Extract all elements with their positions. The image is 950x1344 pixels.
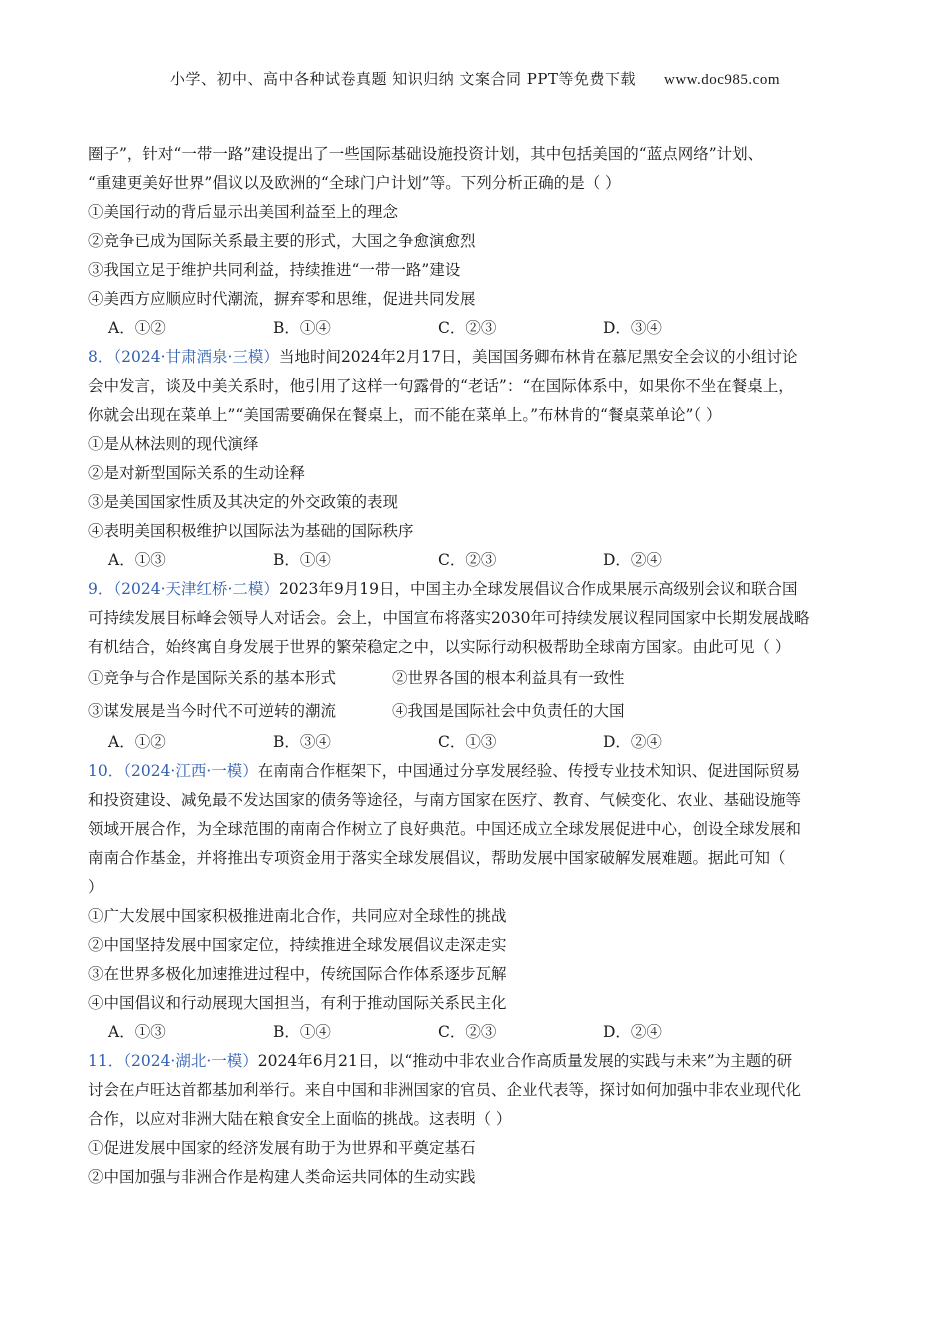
q9-item-2: ②世界各国的根本利益具有一致性: [392, 669, 625, 687]
q9-stem-line-2: 可持续发展目标峰会领导人对话会。会上，中国宣布将落实2030年可持续发展议程同国家中长期发展战略: [88, 609, 810, 627]
q9-option-a: A．①②: [108, 733, 166, 751]
question-7: [88, 140, 868, 343]
q11-item-2: ②中国加强与非洲合作是构建人类命运共同体的生动实践: [88, 1168, 476, 1186]
q11-item-1: ①促进发展中国家的经济发展有助于为世界和平奠定基石: [88, 1139, 476, 1157]
q7-option-c: C．②③: [438, 319, 497, 337]
q11-stem-line-1: [88, 1047, 868, 1076]
q8-stem-line-2: 会中发言，谈及中美关系时，他引用了这样一句露骨的“老话”：“在国际体系中，如果你不坐在餐桌上，: [88, 377, 794, 395]
q10-source: （2024·江西·一模）: [123, 762, 258, 780]
q8-number: 8．: [88, 348, 114, 366]
q10-number: 10．: [88, 762, 124, 780]
q8-stem-line-3: 你就会出现在菜单上”“美国需要确保在餐桌上，而不能在菜单上。”布林肯的“餐桌菜单论”（ ）: [88, 406, 722, 424]
q10-item-4: ④中国倡议和行动展现大国担当，有利于推动国际关系民主化: [88, 994, 507, 1012]
header-site: www.doc985.com: [663, 72, 780, 88]
q9-item-row-2: [88, 695, 868, 728]
q10-stem-line-2: 和投资建设、减免最不发达国家的债务等途径，与南方国家在医疗、教育、气候变化、农业、基础设施等: [88, 791, 802, 809]
q9-source: （2024·天津红桥·二模）: [113, 580, 279, 598]
q9-option-d: D．②④: [603, 733, 662, 751]
q9-stem-line-1: [88, 575, 868, 604]
q7-stem-line-1: 圈子”，针对“一带一路”建设提出了一些国际基础设施投资计划，其中包括美国的“蓝点网络”计划、: [88, 145, 764, 163]
q7-item-3: ③我国立足于维护共同利益，持续推进“一带一路”建设: [88, 261, 461, 279]
q8-stem-first: 当地时间2024年2月17日，美国国务卿布林肯在慕尼黑安全会议的小组讨论: [278, 348, 798, 366]
q7-stem-line-2: “重建更美好世界”倡议以及欧洲的“全球门户计划”等。下列分析正确的是（ ）: [88, 174, 621, 192]
q10-stem-line-4: 南南合作基金，并将推出专项资金用于落实全球发展倡议，帮助发展中国家破解发展难题。据此可知（: [88, 849, 786, 867]
exam-content: [88, 140, 868, 1192]
q10-item-2: ②中国坚持发展中国家定位，持续推进全球发展倡议走深走实: [88, 936, 507, 954]
q11-stem-line-3: 合作，以应对非洲大陆在粮食安全上面临的挑战。这表明（ ）: [88, 1110, 512, 1128]
header-text: 小学、初中、高中各种试卷真题 知识归纳 文案合同 PPT等免费下载: [169, 70, 636, 88]
q9-number: 9．: [88, 580, 114, 598]
q10-item-3: ③在世界多极化加速推进过程中，传统国际合作体系逐步瓦解: [88, 965, 507, 983]
q8-option-c: C．②③: [438, 551, 497, 569]
q10-option-a: A．①③: [108, 1023, 166, 1041]
q7-item-1: ①美国行动的背后显示出美国利益至上的理念: [88, 203, 399, 221]
q10-stem-line-3: 领域开展合作，为全球范围的南南合作树立了良好典范。中国还成立全球发展促进中心，创设全球发展和: [88, 820, 802, 838]
q8-option-b: B．①④: [273, 551, 331, 569]
q8-item-1: ①是从林法则的现代演绎: [88, 435, 259, 453]
q7-options: [88, 314, 868, 343]
question-11: [88, 1047, 868, 1192]
q8-item-2: ②是对新型国际关系的生动诠释: [88, 464, 306, 482]
q8-option-d: D．②④: [603, 551, 662, 569]
q9-item-1: ①竞争与合作是国际关系的基本形式: [88, 669, 337, 687]
q10-option-c: C．②③: [438, 1023, 497, 1041]
page-header: [0, 68, 950, 89]
q7-item-2: ②竞争已成为国际关系最主要的形式，大国之争愈演愈烈: [88, 232, 476, 250]
q10-stem-line-5: ）: [88, 878, 104, 896]
question-8: [88, 343, 868, 575]
q9-stem-line-3: 有机结合，始终寓自身发展于世界的繁荣稳定之中，以实际行动积极帮助全球南方国家。由此可见（ ）: [88, 638, 791, 656]
q8-option-a: A．①③: [108, 551, 166, 569]
q8-item-4: ④表明美国积极维护以国际法为基础的国际秩序: [88, 522, 414, 540]
q8-stem-line-1: [88, 343, 868, 372]
q7-option-b: B．①④: [273, 319, 331, 337]
q10-stem-first: 在南南合作框架下，中国通过分享发展经验、传授专业技术知识、促进国际贸易: [257, 762, 801, 780]
q9-options: [88, 728, 868, 757]
q8-item-3: ③是美国国家性质及其决定的外交政策的表现: [88, 493, 399, 511]
q7-item-4: ④美西方应顺应时代潮流，摒弃零和思维，促进共同发展: [88, 290, 476, 308]
question-9: [88, 575, 868, 757]
q10-option-d: D．②④: [603, 1023, 662, 1041]
q8-source: （2024·甘肃酒泉·三模）: [113, 348, 279, 366]
q9-item-3: ③谋发展是当今时代不可逆转的潮流: [88, 702, 337, 720]
q11-stem-line-2: 讨会在卢旺达首都基加利举行。来自中国和非洲国家的官员、企业代表等，探讨如何加强中非农业现代化: [88, 1081, 802, 1099]
q9-item-row-1: [88, 662, 868, 695]
q9-option-c: C．①③: [438, 733, 497, 751]
q7-option-a: A．①②: [108, 319, 166, 337]
q11-stem-first: 2024年6月21日，以“推动中非农业合作高质量发展的实践与未来”为主题的研: [257, 1052, 793, 1070]
q10-option-b: B．①④: [273, 1023, 331, 1041]
q11-number: 11．: [88, 1052, 124, 1070]
q8-options: [88, 546, 868, 575]
q10-stem-line-1: [88, 757, 868, 786]
q9-option-b: B．③④: [273, 733, 331, 751]
q10-options: [88, 1018, 868, 1047]
question-10: [88, 757, 868, 1047]
q10-item-1: ①广大发展中国家积极推进南北合作，共同应对全球性的挑战: [88, 907, 507, 925]
q7-option-d: D．③④: [603, 319, 662, 337]
q9-item-4: ④我国是国际社会中负责任的大国: [392, 702, 625, 720]
q9-stem-first: 2023年9月19日，中国主办全球发展倡议合作成果展示高级别会议和联合国: [278, 580, 798, 598]
q11-source: （2024·湖北·一模）: [123, 1052, 258, 1070]
